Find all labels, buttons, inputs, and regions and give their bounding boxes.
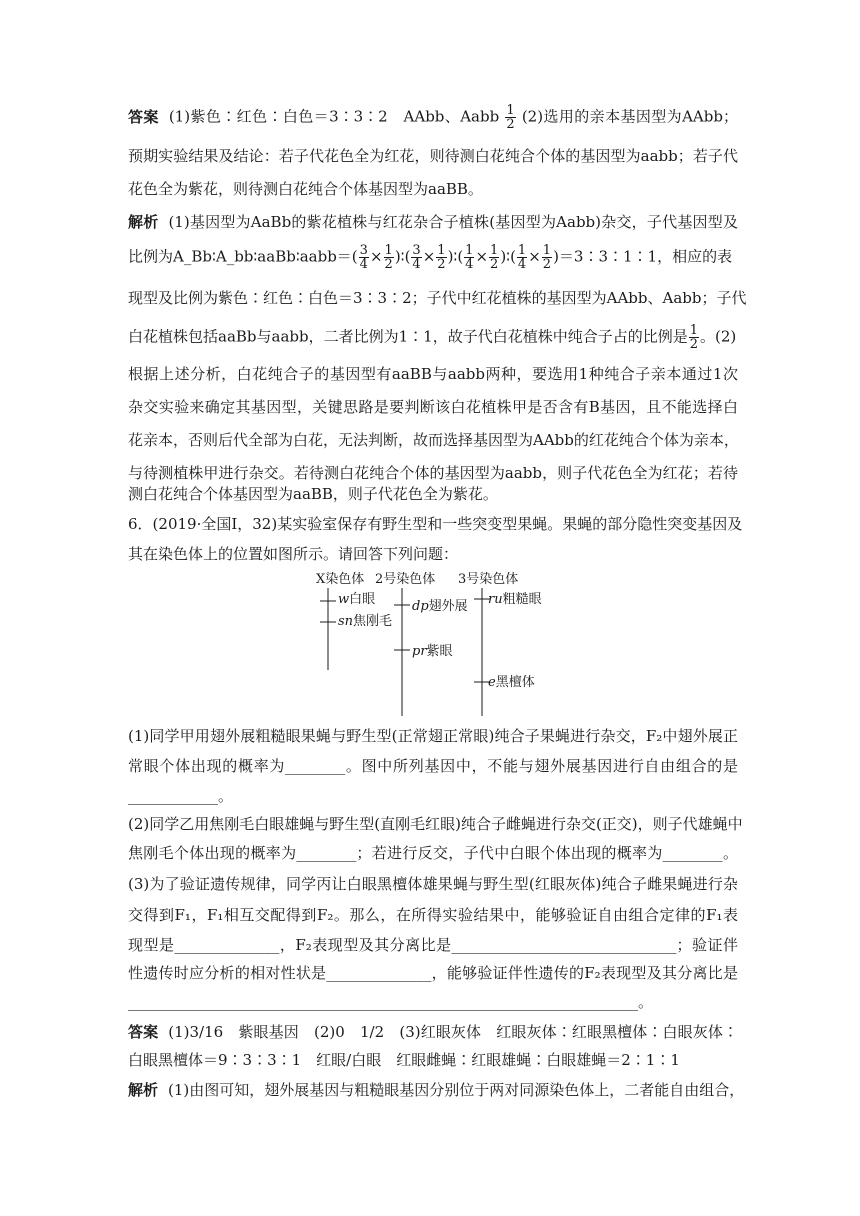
- question6-line2: 其在染色体上的位置如图所示。请回答下列问题：: [128, 545, 459, 563]
- analysis-tag: 解析: [128, 213, 159, 231]
- analysis1-line2: 比例为A_Bb∶A_bb∶aaBb∶aabb＝( $\frac{3}{4}$ × $\frac{1}{2}$ )∶( $\frac{3}{4}$ × $\frac{1}{2}$ )∶( $\frac{1}{4}$ × $\frac{1}{2}$ )∶( $\frac{1}{4}$ × $\frac{1}{2}$ )＝3∶3∶1∶1，相应的表: [128, 243, 733, 272]
- fraction: $\frac{1}{4}$: [517, 243, 527, 272]
- analysis1-line8: 与待测植株甲进行杂交。若待测白花纯合个体的基因型为aabb，则子代花色全为红花；若待: [128, 464, 738, 482]
- answer2-line1: 答案 (1)3/16 紫眼基因 (2)0 1/2 (3)红眼灰体 红眼灰体∶红眼黑檀体∶白眼灰体∶: [128, 1023, 738, 1041]
- chr-x-label: X染色体: [316, 572, 365, 587]
- q3-line5: ____________________________________________________________________。: [128, 993, 654, 1011]
- fraction: $\frac{1}{2}$: [506, 103, 515, 132]
- analysis-tag: 解析: [128, 1081, 159, 1099]
- analysis1-line5: 根据上述分析，白花纯合子的基因型有aaBB与aabb两种，要选用1种纯合子亲本通过1次: [128, 365, 738, 383]
- fraction: $\frac{1}{2}$: [490, 243, 499, 272]
- analysis1-line6: 杂交实验来确定其基因型，关键思路是要判断该白花植株甲是否含有B基因，且不能选择白: [128, 398, 738, 416]
- answer1-line3: 花色全为紫花，则待测白花纯合个体基因型为aaBB。: [128, 180, 483, 198]
- fraction: $\frac{1}{2}$: [437, 243, 446, 272]
- q1-line2: 常眼个体出现的概率为________。图中所列基因中，不能与翅外展基因进行自由组合的是: [128, 757, 738, 775]
- gene-sn-label: sn焦刚毛: [338, 614, 393, 629]
- analysis1-line7: 花亲本，否则后代全部为白花，无法判断，故而选择基因型为AAbb的红花纯合个体为亲本，: [128, 431, 739, 449]
- answer1-text-b: (2)选用的亲本基因型为AAbb；: [521, 107, 738, 126]
- gene-e-label: e黑檀体: [488, 675, 535, 690]
- gene-w-label: w白眼: [338, 592, 376, 607]
- answer-tag: 答案: [128, 1023, 159, 1041]
- fraction: $\frac{3}{4}$: [412, 243, 421, 272]
- q3-line1: (3)为了验证遗传规律，同学丙让白眼黑檀体雄果蝇与野生型(红眼灰体)纯合子雌果蝇进行杂: [128, 875, 738, 893]
- gene-pr-label: pr紫眼: [412, 644, 453, 659]
- analysis1-line4: 白花植株包括aaBb与aabb，二者比例为1∶1，故子代白花植株中纯合子占的比例是 $\frac{1}{2}$ 。(2): [128, 323, 737, 352]
- q2-line2: 焦刚毛个体出现的概率为________；若进行反交，子代中白眼个体出现的概率为________。: [128, 844, 738, 862]
- gene-dp-label: dp翅外展: [412, 599, 468, 614]
- gene-ru-label: ru粗糙眼: [488, 592, 542, 607]
- answer1-line2: 预期实验结果及结论：若子代花色全为红花，则待测白花纯合个体的基因型为aabb；若子代: [128, 147, 738, 165]
- answer1-text-a: (1)紫色∶红色∶白色＝3∶3∶2 AAbb、Aabb: [168, 107, 500, 126]
- question6-line1: 6．(2019·全国Ⅰ，32)某实验室保存有野生型和一些突变型果蝇。果蝇的部分隐性突变基因及: [128, 515, 743, 533]
- answer-tag: 答案: [128, 107, 159, 126]
- fraction: $\frac{1}{2}$: [542, 243, 552, 272]
- analysis2-line1: 解析 (1)由图可知，翅外展基因与粗糙眼基因分别位于两对同源染色体上，二者能自由组合，: [128, 1081, 745, 1099]
- fraction: $\frac{1}{2}$: [384, 243, 393, 272]
- q3-line3: 现型是______________，F₂表现型及其分离比是______________________________；验证伴: [128, 936, 738, 954]
- analysis1-line3: 现型及比例为紫色∶红色∶白色＝3∶3∶2；子代中红花植株的基因型为AAbb、Aabb；子代: [128, 289, 747, 307]
- answer1-line1: [128, 104, 738, 131]
- chr-2-label: 2号染色体: [375, 572, 436, 587]
- q1-line3: ____________。: [128, 787, 234, 805]
- q3-line2: 交得到F₁，F₁相互交配得到F₂。那么，在所得实验结果中，能够验证自由组合定律的F₁表: [128, 906, 738, 924]
- fraction: $\frac{3}{4}$: [359, 243, 368, 272]
- q1-line1: (1)同学甲用翅外展粗糙眼果蝇与野生型(正常翅正常眼)纯合子果蝇进行杂交，F₂中翅外展正: [128, 727, 738, 745]
- q2-line1: (2)同学乙用焦刚毛白眼雄蝇与野生型(直刚毛红眼)纯合子雌蝇进行杂交(正交)，则子代雄蝇中: [128, 815, 743, 833]
- analysis1-line9: 测白花纯合个体基因型为aaBB，则子代花色全为紫花。: [128, 485, 498, 503]
- fraction: $\frac{1}{4}$: [465, 243, 474, 272]
- q3-line4: 性遗传时应分析的相对性状是______________，能够验证伴性遗传的F₂表现型及其分离比是: [128, 964, 738, 982]
- answer2-line2: 白眼黑檀体＝9∶3∶3∶1 红眼/白眼 红眼雌蝇∶红眼雄蝇∶白眼雄蝇＝2∶1∶1: [128, 1051, 680, 1069]
- fraction: $\frac{1}{2}$: [689, 323, 698, 352]
- chromosome-diagram: [300, 566, 560, 716]
- chr-3-label: 3号染色体: [458, 572, 519, 587]
- analysis1-line1: 解析 (1)基因型为AaBb的紫花植株与红花杂合子植株(基因型为Aabb)杂交，子代基因型及: [128, 213, 738, 231]
